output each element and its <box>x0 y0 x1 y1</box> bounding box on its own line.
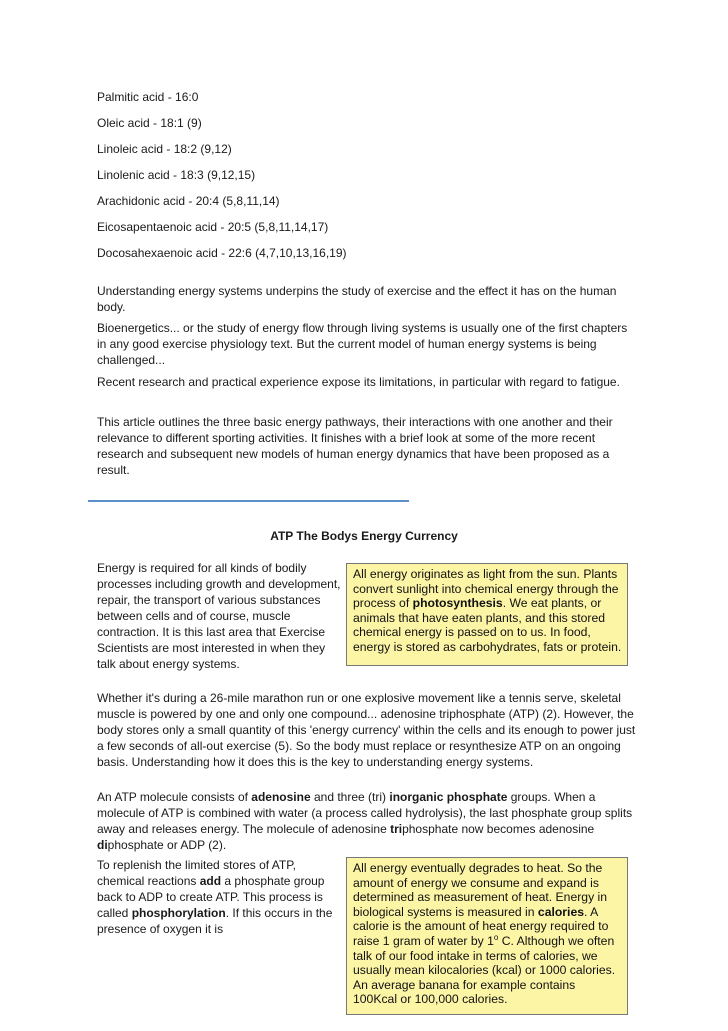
paragraph-text: and three (tri) <box>310 790 390 804</box>
intro-paragraph-4: This article outlines the three basic energy pathways, their interactions with one another and their relevance to different sporting activities. It finishes with a brief look at some of the more recent research and subsequent new models of human energy dynamics that have been proposed as a result. <box>97 415 613 477</box>
fatty-acid-item: Linoleic acid - 18:2 (9,12) <box>97 142 232 156</box>
sun-energy-note <box>346 563 628 666</box>
note-bold-term: photosynthesis <box>412 596 503 611</box>
paragraph-text: phosphate or ADP (2). <box>107 838 227 852</box>
paragraph-text: To replenish the limited stores of ATP, chemical reactions <box>97 858 296 888</box>
fatty-acid-item: Docosahexaenoic acid - 22:6 (4,7,10,13,16,19) <box>97 246 347 260</box>
section-divider <box>88 500 409 502</box>
intro-paragraph-2: Bioenergetics... or the study of energy flow through living systems is usually one of the first chapters in any good exercise physiology text. But the current model of human energy systems is being challenged... <box>97 321 628 367</box>
bold-term: phosphorylation <box>131 906 226 920</box>
section-heading: ATP The Bodys Energy Currency <box>270 529 458 543</box>
bold-term: adenosine <box>251 790 311 804</box>
bold-term: add <box>199 874 222 888</box>
fatty-acid-item: Palmitic acid - 16:0 <box>97 90 199 104</box>
intro-paragraph-3: Recent research and practical experience expose its limitations, in particular with regard to fatigue. <box>97 375 620 389</box>
intro-paragraph-1: Understanding energy systems underpins the study of exercise and the effect it has on the human body. <box>97 284 617 314</box>
paragraph-text: groups. When a molecule of ATP is combined with water (a process called hydrolysis), the last phosphate group splits away and releases energy. The molecule of adenosine <box>97 790 633 836</box>
bold-term: di <box>97 838 108 852</box>
note-text: C. Although we often talk of our food intake in terms of calories, we usually mean kilocalories (kcal) or 1000 calories. An average banana for example contains 100Kcal or 100,000 calories. <box>353 933 616 1007</box>
body-paragraph-replenish <box>97 857 342 937</box>
note-bold-term: calories <box>537 904 584 919</box>
fatty-acid-item: Arachidonic acid - 20:4 (5,8,11,14) <box>97 194 280 208</box>
fatty-acid-item: Oleic acid - 18:1 (9) <box>97 116 202 130</box>
body-paragraph-atp-molecule <box>97 789 637 853</box>
body-paragraph-energy: Energy is required for all kinds of bodily processes including growth and development, repair, the transport of various substances between cells and of course, muscle contraction. It is this last area that Exercise Scientists are most interested in when they talk about energy systems. <box>97 561 341 671</box>
bold-term: tri <box>390 822 403 836</box>
note-text: . We eat plants, or animals that have eaten plants, and this stored chemical energy is passed on to us. In food, energy is stored as carbohydrates, fats or protein. <box>353 596 622 654</box>
paragraph-text: An ATP molecule consists of <box>97 790 252 804</box>
fatty-acid-item: Eicosapentaenoic acid - 20:5 (5,8,11,14,17) <box>97 220 329 234</box>
body-paragraph-atp: Whether it's during a 26-mile marathon run or one explosive movement like a tennis serve, skeletal muscle is powered by one and only one compound... adenosine triphosphate (ATP) (2). However, the body stores only a small quantity of this 'energy currency' within the cells and its enough to power just a few seconds of all-out exercise (5). So the body must replace or resynthesize ATP on an ongoing basis. Understanding how it does this is the key to understanding energy systems. <box>97 691 636 769</box>
degree-superscript: o <box>493 932 499 942</box>
paragraph-text: . If this occurs in the presence of oxygen it is <box>97 906 333 936</box>
paragraph-text: phosphate now becomes adenosine <box>402 822 595 836</box>
note-text: All energy eventually degrades to heat. So the amount of energy we consume and expand is determined as measurement of heat. Energy in biological systems is measured in <box>353 861 608 919</box>
note-text: All energy originates as light from the sun. Plants convert sunlight into chemical energy through the process of <box>353 567 619 611</box>
fatty-acid-item: Linolenic acid - 18:3 (9,12,15) <box>97 168 256 182</box>
heat-energy-note <box>346 857 628 1015</box>
fatty-acid-list <box>97 89 347 271</box>
note-text: . A calorie is the amount of heat energy required to raise 1 gram of water by 1 <box>353 904 609 948</box>
bold-term: inorganic phosphate <box>389 790 508 804</box>
paragraph-text: a phosphate group back to ADP to create ATP. This process is called <box>97 874 325 920</box>
